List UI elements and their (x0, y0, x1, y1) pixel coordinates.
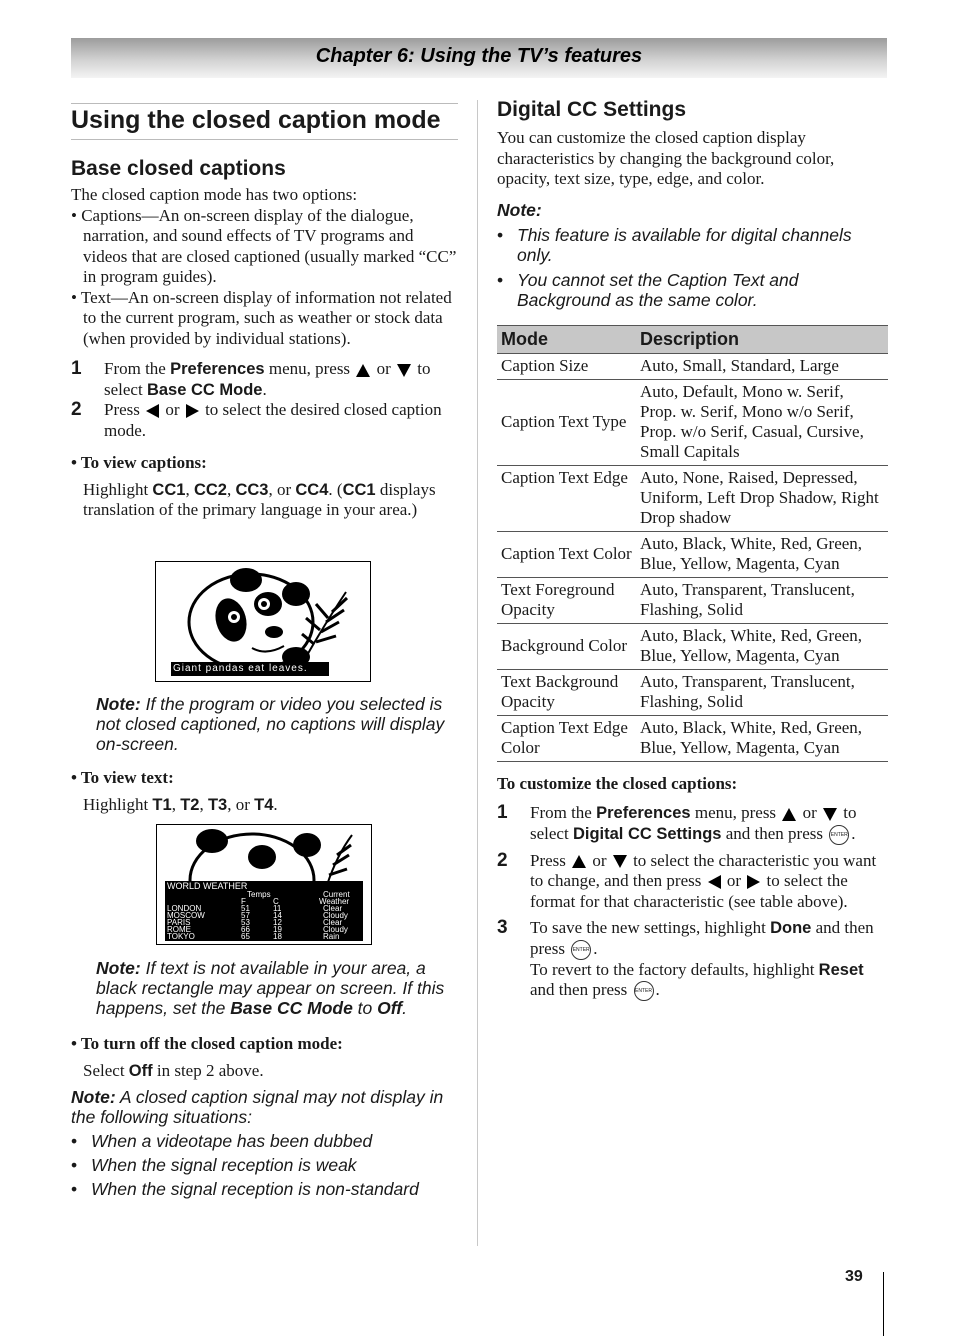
signal-situation-list (71, 1131, 458, 1199)
description-cell: Auto, Transparent, Translucent, Flashing, Solid (636, 577, 888, 623)
weather-cell: ROME (167, 925, 191, 934)
right-step-3: 3 To save the new settings, highlight Done and then press ENTER . To revert to the factory defaults, highlight Reset and then press ENTER . (497, 918, 888, 1001)
mode-cell: Text Background Opacity (497, 669, 636, 715)
enter-button-icon: ENTER (829, 825, 849, 845)
up-arrow-icon (572, 855, 586, 868)
table-row (497, 465, 888, 531)
right-arrow-icon (747, 875, 760, 889)
weather-cell: TOKYO (167, 932, 195, 941)
weather-cell: Rain (323, 932, 340, 941)
digital-cc-heading: Digital CC Settings (497, 98, 687, 121)
description-cell: Auto, Small, Standard, Large (636, 353, 888, 379)
digital-cc-intro: You can customize the closed caption display characteristics by changing the background color, opacity, text size, type, edge, and color. (497, 128, 835, 188)
table-row (497, 715, 888, 761)
description-cell: Auto, Transparent, Translucent, Flashing, Solid (636, 669, 888, 715)
weather-cell: 65 (241, 932, 250, 941)
base-cc-heading: Base closed captions (71, 157, 286, 180)
panda-caption-image (155, 561, 371, 682)
left-column (71, 103, 458, 521)
table-row (497, 531, 888, 577)
turn-off-heading: • To turn off the closed caption mode: (71, 1034, 343, 1053)
left-arrow-icon (708, 875, 721, 889)
right-column (497, 98, 888, 1001)
view-captions-heading: • To view captions: (71, 453, 207, 472)
weather-cell: 19 (273, 925, 282, 934)
mode-cell: Caption Text Edge Color (497, 715, 636, 761)
table-row (497, 379, 888, 465)
weather-cell: Cloudy (323, 925, 348, 934)
list-item: • When a videotape has been dubbed (71, 1131, 458, 1151)
weather-cell: 51 (241, 904, 250, 913)
mode-cell: Caption Text Edge (497, 465, 636, 531)
note-signal: Note: A closed caption signal may not display in the following situations: (71, 1087, 444, 1127)
chapter-title: Chapter 6: Using the TV’s features (315, 45, 643, 67)
page-edge-rule (883, 1272, 884, 1336)
down-arrow-icon (613, 855, 627, 868)
weather-cell: 18 (273, 932, 282, 941)
list-item: • When the signal reception is weak (71, 1155, 458, 1175)
description-cell: Auto, None, Raised, Depressed, Uniform, Left Drop Shadow, Right Drop shadow (636, 465, 888, 531)
step-number: 3 (497, 917, 508, 939)
weather-cell: 11 (273, 904, 282, 913)
note-item: • This feature is available for digital channels only. (497, 225, 888, 265)
weather-cell: 53 (241, 918, 250, 927)
note-text-unavailable: Note: If text is not available in your area, a black rectangle may appear on screen. If this happens, set the Base CC Mode to Off. (96, 958, 445, 1018)
chapter-header-bar (71, 38, 887, 78)
description-cell: Auto, Black, White, Red, Green, Blue, Yellow, Magenta, Cyan (636, 531, 888, 577)
left-column-bottom (71, 958, 458, 1199)
weather-title: WORLD WEATHER (167, 881, 248, 891)
step-number: 1 (497, 802, 508, 823)
weather-text-image (156, 824, 372, 945)
mode-cell: Background Color (497, 623, 636, 669)
note-label: Note: (497, 199, 542, 220)
step-number: 2 (71, 399, 82, 420)
text-bullet: • Text—An on-screen display of information not related to the current program, such as weather or stock data (when provided by individual stations). (71, 287, 452, 348)
description-cell: Auto, Black, White, Red, Green, Blue, Yellow, Magenta, Cyan (636, 623, 888, 669)
base-intro: The closed caption mode has two options: (71, 185, 358, 204)
enter-button-icon: ENTER (571, 940, 591, 960)
section-title: Using the closed caption mode (71, 103, 458, 140)
view-text-text: Highlight T1, T2, T3, or T4. (83, 794, 278, 814)
turn-off-text: Select Off in step 2 above. (83, 1060, 264, 1080)
list-item: • When the signal reception is non-standard (71, 1179, 458, 1199)
weather-cell: Clear (323, 904, 343, 913)
description-cell: Auto, Default, Mono w. Serif, Prop. w. Serif, Mono w/o Serif, Prop. w/o Serif, Casual, Cursive, Small Capitals (636, 379, 888, 465)
up-arrow-icon (356, 364, 370, 377)
enter-button-icon: ENTER (634, 981, 654, 1001)
view-captions-text: Highlight CC1, CC2, CC3, or CC4. (CC1 displays translation of the primary language in your area.) (83, 479, 436, 519)
step-number: 1 (71, 358, 82, 379)
weather-cell: MOSCOW (167, 911, 205, 920)
note-item: • You cannot set the Caption Text and Background as the same color. (497, 270, 888, 310)
table-row (497, 577, 888, 623)
description-column-header: Description (636, 325, 888, 353)
digital-cc-table (497, 325, 888, 762)
preferences-menu-label: Preferences (170, 360, 265, 378)
mode-cell: Caption Size (497, 353, 636, 379)
page-number: 39 (845, 1268, 863, 1285)
mode-cell: Text Foreground Opacity (497, 577, 636, 623)
weather-cell: 14 (273, 911, 282, 920)
weather-cell: Clear (323, 918, 343, 927)
right-step-1: 1 From the Preferences menu, press or to select Digital CC Settings and then press ENTER . (497, 803, 888, 845)
left-arrow-icon (146, 404, 159, 418)
mode-cell: Caption Text Type (497, 379, 636, 465)
mode-cell: Caption Text Color (497, 531, 636, 577)
view-text-heading: • To view text: (71, 768, 174, 787)
mode-column-header: Mode (497, 325, 636, 353)
weather-cell: PARIS (167, 918, 191, 927)
left-step-2: 2 Press or to select the desired closed caption mode. (71, 399, 442, 440)
description-cell: Auto, Black, White, Red, Green, Blue, Yellow, Magenta, Cyan (636, 715, 888, 761)
down-arrow-icon (397, 364, 411, 377)
weather-row (165, 933, 363, 940)
weather-cell: 57 (241, 911, 250, 920)
right-arrow-icon (186, 404, 199, 418)
table-row (497, 623, 888, 669)
table-row (497, 669, 888, 715)
right-step-2: 2 Press or to select the characteristic you want to change, and then press or to select the format for that characteristic (see table above). (497, 849, 877, 911)
caption-overlay-text: Giant pandas eat leaves. (173, 663, 308, 674)
weather-overlay: WORLD WEATHER Temps Current F C Weather LONDON 51 11 Clear MOSCOW 57 14 Cloudy PARIS 53 12 Clear ROME 66 19 Cloudy TOKYO 65 18 Rain (165, 881, 363, 941)
weather-cell: 12 (273, 918, 282, 927)
left-step-1: 1 From the Preferences menu, press or to select Base CC Mode. (71, 358, 431, 399)
left-column-lower (71, 694, 458, 815)
column-divider (477, 100, 478, 1246)
weather-cell: LONDON (167, 904, 202, 913)
down-arrow-icon (823, 808, 837, 821)
step-number: 2 (497, 849, 508, 871)
base-cc-mode-label: Base CC Mode (146, 380, 263, 399)
weather-cell: 66 (241, 925, 250, 934)
customize-heading: To customize the closed captions: (497, 773, 738, 793)
table-header-row (497, 325, 888, 353)
up-arrow-icon (782, 808, 796, 821)
weather-cell: Cloudy (323, 911, 348, 920)
captions-bullet: • Captions—An on-screen display of the dialogue, narration, and sound effects of TV programs and videos that are closed captioned (usually marked “CC” in program guides). (71, 205, 457, 286)
note-not-captioned: Note: If the program or video you selected is not closed captioned, no captions will display on-screen. (96, 694, 445, 754)
table-row (497, 353, 888, 379)
